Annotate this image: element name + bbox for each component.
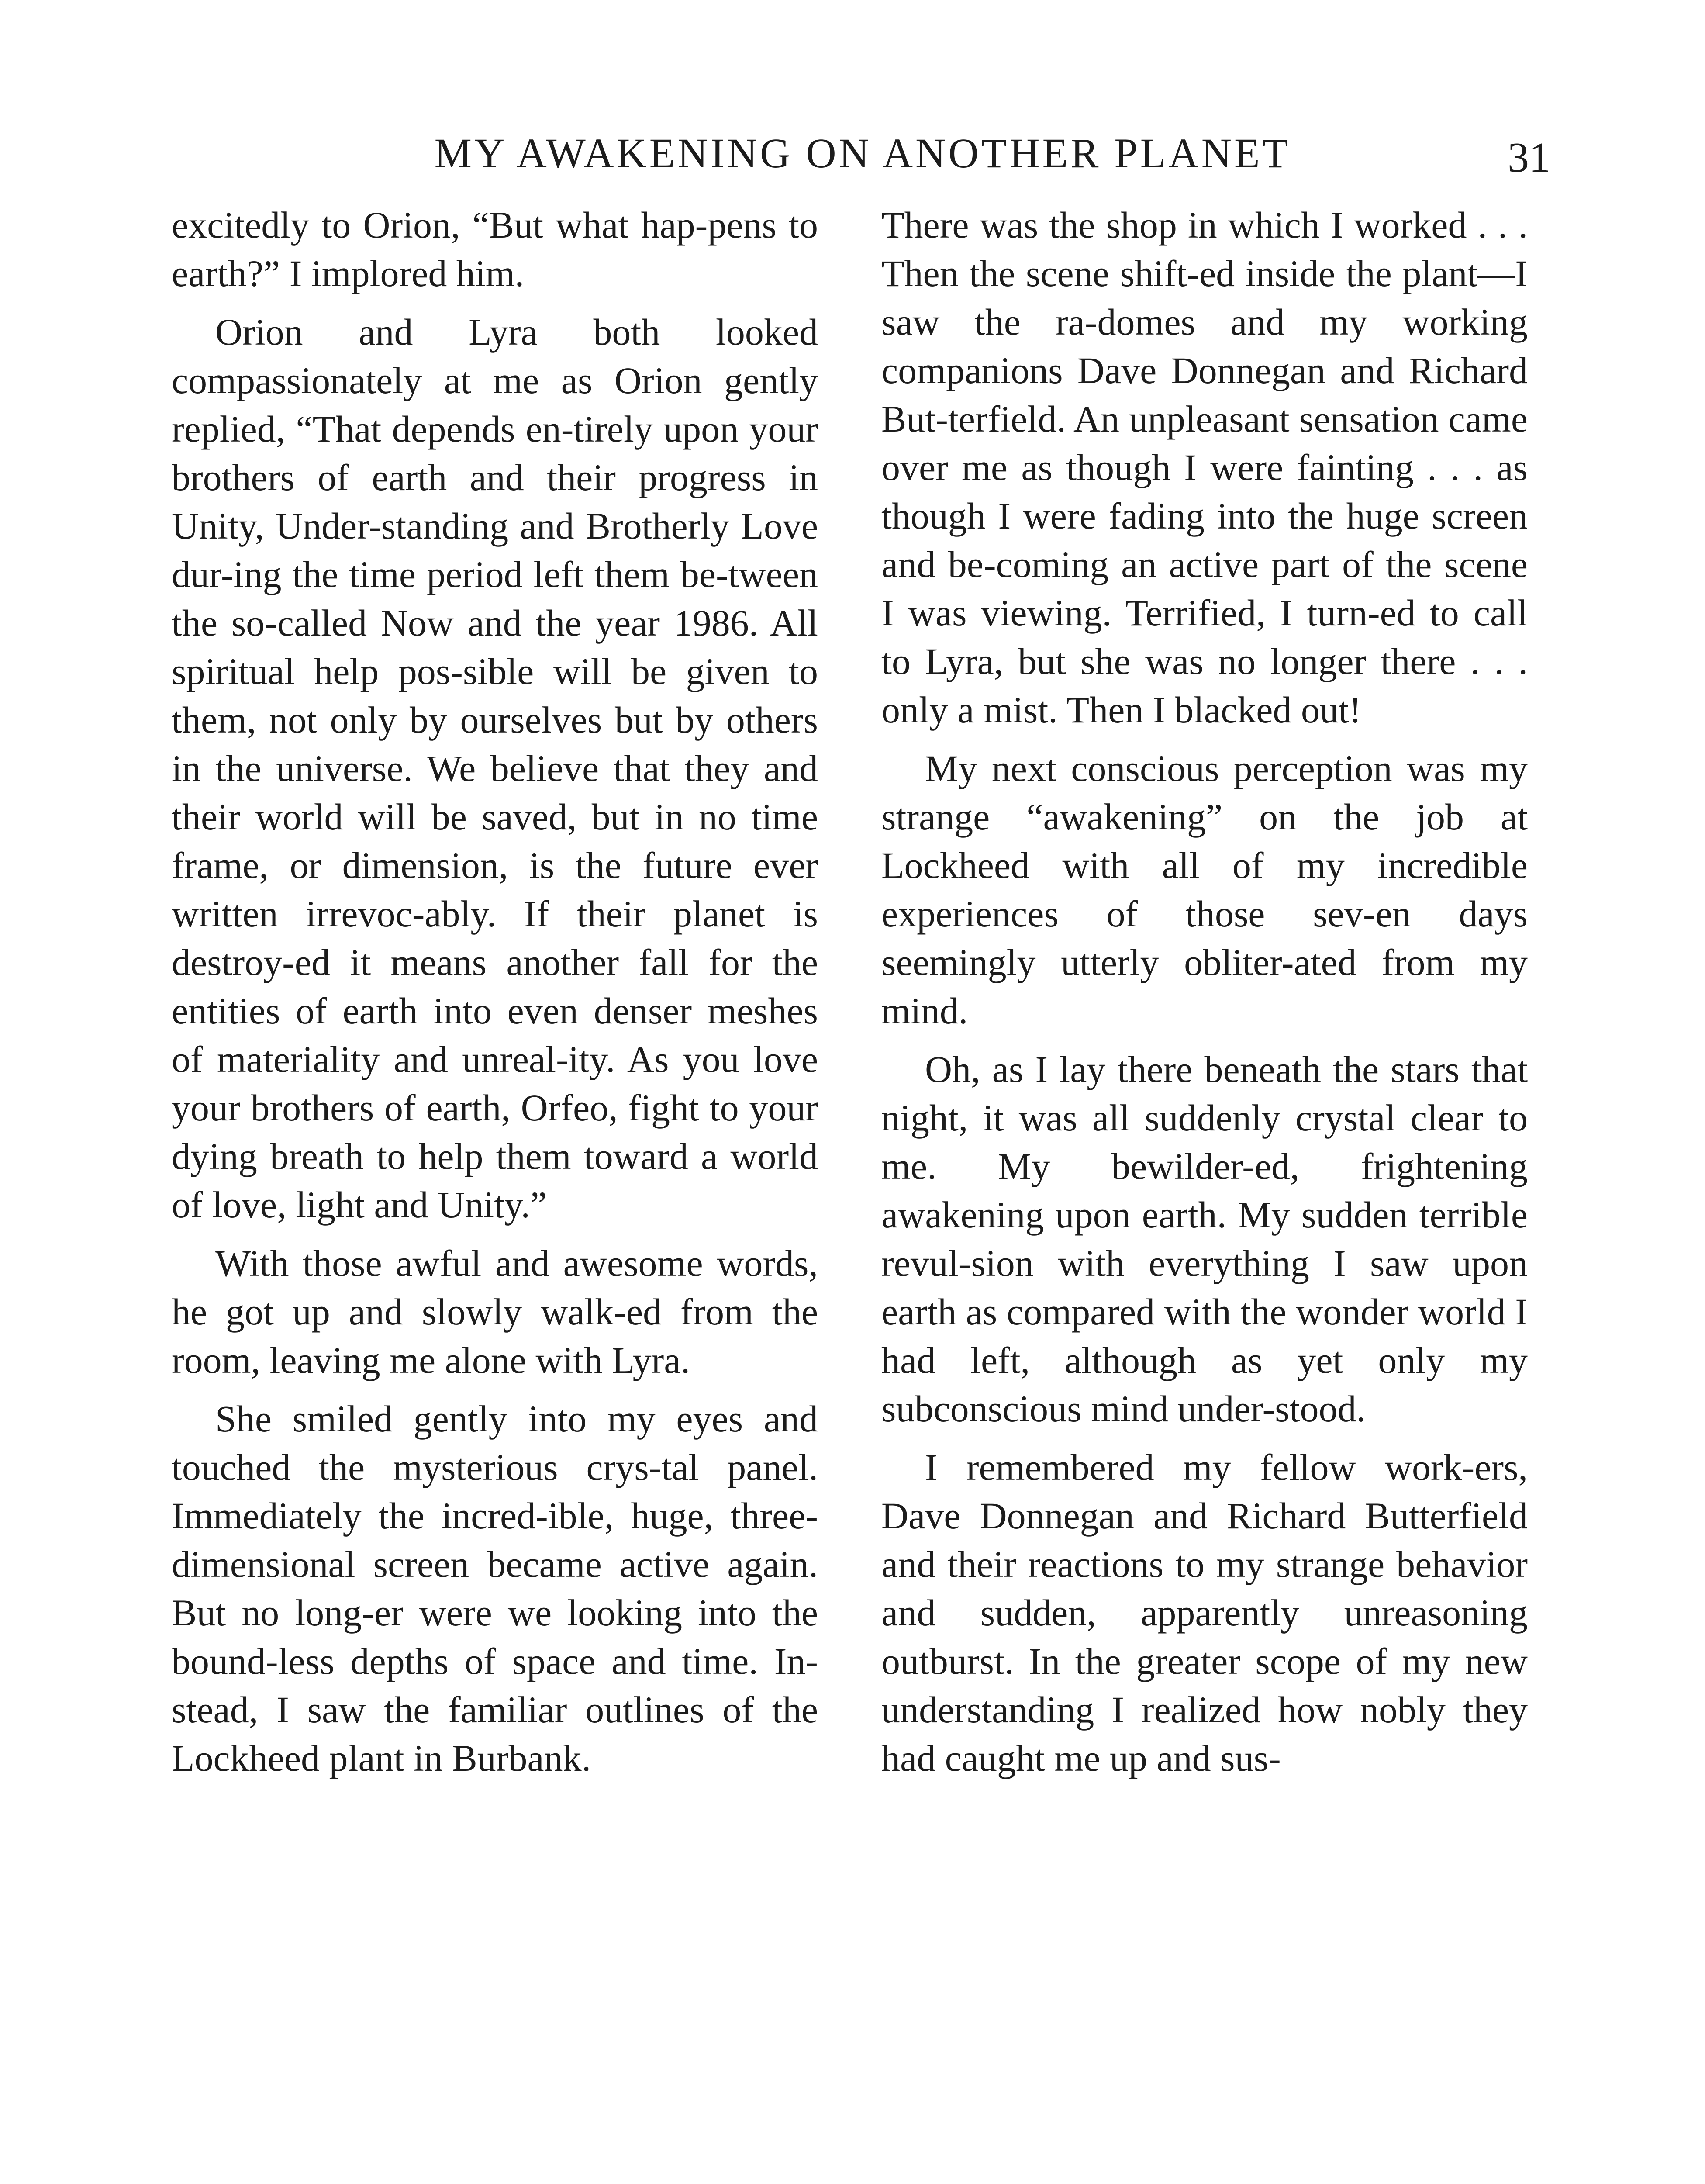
paragraph: Orion and Lyra both looked compassionately at me as Orion gently replied, “That depends en-tirely upon your brothers of earth and their progress in Unity, Under-standing and Brotherly Love dur-ing the time period left them be-tween the so-called Now and the year 1986. All spiritual help pos-sible will be given to them, not only by ourselves but by others in the universe. We believe that they and their world will be saved, but in no time frame, or dimension, is the future ever written irrevoc-ably. If their planet is destroy-ed it means another fall for the entities of earth into even denser meshes of materiality and unreal-ity. As you love your brothers of earth, Orfeo, fight to your dying breath to help them toward a world of love, light and Unity.” <box>172 311 818 1226</box>
paragraph: There was the shop in which I worked . . . Then the scene shift-ed inside the plant—I saw the ra-domes and my working companions Dave Donnegan and Richard But-terfield. An unpleasant sensation came over me as though I were fainting . . . as though I were fading into the huge screen and be-coming an active part of the scene I was viewing. Terrified, I turn-ed to call to Lyra, but she was no longer there . . . only a mist. Then I blacked out! <box>881 204 1528 731</box>
paragraph: Oh, as I lay there beneath the stars that night, it was all suddenly crystal clear to me. My bewilder-ed, frightening awakening upon earth. My sudden terrible revul-sion with everything I saw upon earth as compared with the wonder world I had left, although as yet only my subconscious mind under-stood. <box>881 1048 1528 1430</box>
paragraph: With those awful and awesome words, he got up and slowly walk-ed from the room, leaving me alone with Lyra. <box>172 1242 818 1381</box>
left-column <box>172 201 818 2114</box>
paragraph: excitedly to Orion, “But what hap-pens to earth?” I implored him. <box>172 204 818 294</box>
paragraph: I remembered my fellow work-ers, Dave Donnegan and Richard Butterfield and their reactions to my strange behavior and sudden, apparently unreasoning outburst. In the greater scope of my new understanding I realized how nobly they had caught me up and sus- <box>881 1446 1528 1779</box>
paragraph: My next conscious perception was my strange “awakening” on the job at Lockheed with all of my incredible experiences of those sev-en days seemingly utterly obliter-ated from my mind. <box>881 747 1528 1032</box>
paragraph: She smiled gently into my eyes and touched the mysterious crys-tal panel. Immediately the incred-ible, huge, three-dimensional screen became active again. But no long-er were we looking into the bound-less depths of space and time. In-stead, I saw the familiar outlines of the Lockheed plant in Burbank. <box>172 1398 818 1779</box>
running-head <box>175 121 1550 186</box>
running-title: MY AWAKENING ON ANOTHER PLANET <box>434 130 1291 176</box>
right-column <box>881 201 1528 2114</box>
page-number: 31 <box>1508 134 1550 181</box>
